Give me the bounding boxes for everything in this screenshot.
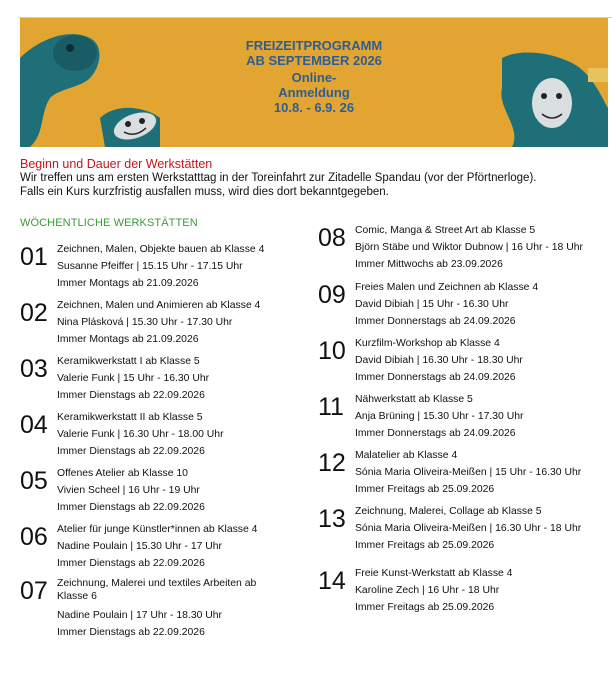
workshop-leader-time: David Dibiah | 16.30 Uhr - 18.30 Uhr (355, 355, 523, 366)
workshop-title: Freie Kunst-Werkstatt ab Klasse 4 (355, 568, 513, 579)
workshop-number: 11 (318, 393, 344, 421)
workshop-schedule: Immer Freitags ab 25.09.2026 (355, 540, 495, 551)
workshop-info (355, 335, 523, 386)
workshop-title: Offenes Atelier ab Klasse 10 (57, 468, 188, 479)
workshop-info (355, 279, 538, 330)
workshop-title: Zeichnung, Malerei und textiles Arbeiten ab Klasse 6 (57, 578, 257, 602)
intro-line2: Falls ein Kurs kurzfristig ausfallen muss, wird dies dort bekanntgegeben. (20, 186, 389, 198)
workshop-number: 05 (20, 467, 48, 495)
workshop-leader-time: Nadine Poulain | 17 Uhr - 18.30 Uhr (57, 610, 223, 621)
section-heading: WÖCHENTLICHE WERKSTÄTTEN (20, 217, 198, 229)
intro-line1: Wir treffen uns am ersten Werkstatttag in der Toreinfahrt zur Zitadelle Spandau (vor der Pförtnerloge). (20, 172, 537, 184)
workshop-leader-time: Anja Brüning | 15.30 Uhr - 17.30 Uhr (355, 411, 524, 422)
workshop-number: 10 (318, 337, 346, 365)
workshop-leader-time: Björn Stäbe und Wiktor Dubnow | 16 Uhr - 18 Uhr (355, 242, 583, 253)
workshop-schedule: Immer Dienstags ab 22.09.2026 (57, 502, 205, 513)
workshop-title: Comic, Manga & Street Art ab Klasse 5 (355, 225, 536, 236)
workshop-number: 02 (20, 299, 48, 327)
banner-sub-line1: Online- (291, 70, 337, 85)
workshop-leader-time: Valerie Funk | 15 Uhr - 16.30 Uhr (57, 373, 210, 384)
workshop-info (355, 391, 523, 442)
workshop-number: 09 (318, 281, 346, 309)
workshop-leader-time: David Dibiah | 15 Uhr - 16.30 Uhr (355, 299, 509, 310)
workshop-number: 12 (318, 449, 346, 477)
workshop-leader-time: Nadine Poulain | 15.30 Uhr - 17 Uhr (57, 541, 223, 552)
workshop-number: 08 (318, 224, 346, 252)
workshop-title: Atelier für junge Künstler*innen ab Klasse 4 (57, 524, 258, 535)
workshop-info (57, 297, 260, 348)
workshop-schedule: Immer Donnerstags ab 24.09.2026 (355, 428, 516, 439)
workshop-leader-time: Susanne Pfeiffer | 15.15 Uhr - 17.15 Uhr (57, 261, 243, 272)
workshop-schedule: Immer Dienstags ab 22.09.2026 (57, 390, 205, 401)
workshop-number: 13 (318, 505, 346, 533)
workshop-schedule: Immer Donnerstags ab 24.09.2026 (355, 372, 516, 383)
workshop-schedule: Immer Montags ab 21.09.2026 (57, 278, 199, 289)
workshop-info (355, 222, 583, 273)
banner-sub-line3: 10.8. - 6.9. 26 (273, 100, 355, 115)
workshop-leader-time: Vivien Scheel | 16 Uhr - 19 Uhr (57, 485, 200, 496)
workshop-leader-time: Sónia Maria Oliveira-Meißen | 15 Uhr - 16.30 Uhr (355, 467, 582, 478)
workshop-schedule: Immer Freitags ab 25.09.2026 (355, 484, 495, 495)
workshop-schedule: Immer Dienstags ab 22.09.2026 (57, 627, 205, 638)
workshop-title: Zeichnen, Malen, Objekte bauen ab Klasse 4 (57, 244, 265, 255)
program-banner (20, 18, 608, 147)
workshop-info (355, 503, 581, 554)
workshop-info (355, 565, 512, 616)
workshop-title: Nähwerkstatt ab Klasse 5 (355, 394, 473, 405)
banner-sub-line2: Anmeldung (278, 85, 350, 100)
workshop-number: 01 (20, 243, 48, 271)
workshop-number: 04 (20, 411, 48, 439)
workshop-title: Keramikwerkstatt I ab Klasse 5 (57, 356, 200, 367)
workshop-title: Kurzfilm-Workshop ab Klasse 4 (355, 338, 500, 349)
intro-title: Beginn und Dauer der Werkstätten (20, 157, 213, 171)
workshop-leader-time: Karoline Zech | 16 Uhr - 18 Uhr (355, 585, 500, 596)
workshop-number: 14 (318, 567, 346, 595)
workshop-info (57, 353, 209, 404)
workshop-info (57, 521, 257, 572)
workshop-number: 03 (20, 355, 48, 383)
workshop-title: Zeichnen, Malen und Animieren ab Klasse 4 (57, 300, 261, 311)
workshop-schedule: Immer Freitags ab 25.09.2026 (355, 602, 495, 613)
workshop-schedule: Immer Dienstags ab 22.09.2026 (57, 446, 205, 457)
workshop-schedule: Immer Dienstags ab 22.09.2026 (57, 558, 205, 569)
banner-title-line2: AB SEPTEMBER 2026 (246, 53, 382, 68)
workshop-info (57, 241, 264, 292)
workshop-info (355, 447, 581, 498)
workshop-number: 06 (20, 523, 48, 551)
workshop-schedule: Immer Montags ab 21.09.2026 (57, 334, 199, 345)
workshop-info (57, 577, 277, 641)
workshop-info (57, 409, 224, 460)
workshop-number: 07 (20, 577, 48, 605)
banner-text (20, 38, 608, 115)
workshop-leader-time: Sónia Maria Oliveira-Meißen | 16.30 Uhr - 18 Uhr (355, 523, 582, 534)
workshop-title: Keramikwerkstatt II ab Klasse 5 (57, 412, 203, 423)
workshop-title: Malatelier ab Klasse 4 (355, 450, 458, 461)
intro-section (20, 157, 600, 199)
banner-title-line1: FREIZEITPROGRAMM (245, 38, 383, 53)
workshop-info (57, 465, 205, 516)
workshop-leader-time: Valerie Funk | 16.30 Uhr - 18.00 Uhr (57, 429, 224, 440)
workshop-schedule: Immer Mittwochs ab 23.09.2026 (355, 259, 503, 270)
workshop-title: Freies Malen und Zeichnen ab Klasse 4 (355, 282, 539, 293)
workshop-schedule: Immer Donnerstags ab 24.09.2026 (355, 316, 516, 327)
workshop-leader-time: Nina Plásková | 15.30 Uhr - 17.30 Uhr (57, 317, 233, 328)
workshop-title: Zeichnung, Malerei, Collage ab Klasse 5 (355, 506, 542, 517)
